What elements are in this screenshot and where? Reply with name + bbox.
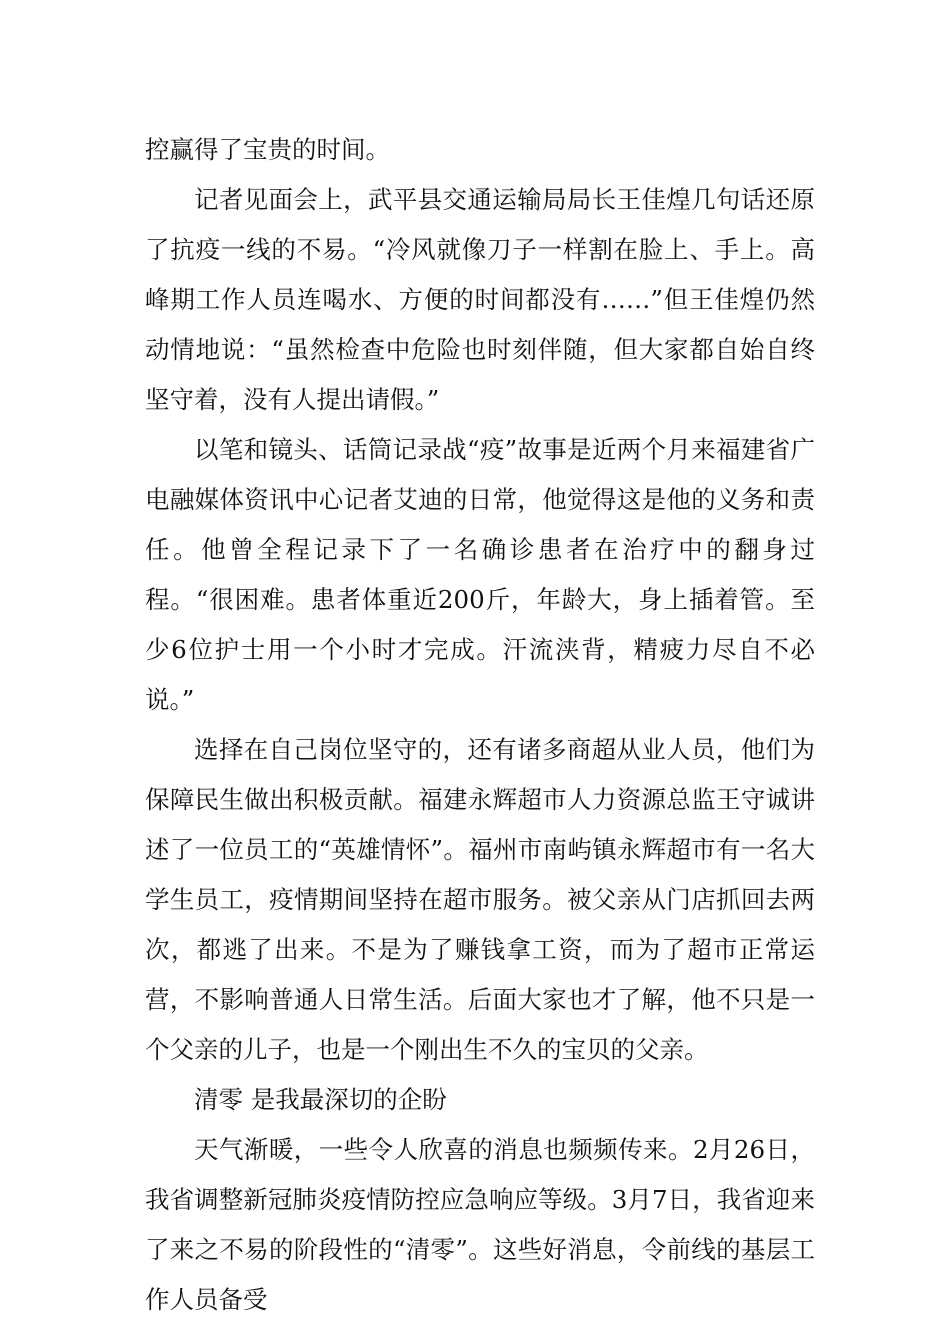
paragraph-supermarket-staff: 选择在自己岗位坚守的，还有诸多商超从业人员，他们为保障民生做出积极贡献。福建永辉超市人力资源总监王守诚讲述了一位员工的“英雄情怀”。福州市南屿镇永辉超市有一名大学生员工，疫情期间坚持在超市服务。被父亲从门店抓回去两次，都逃了出来。不是为了赚钱拿工资，而为了超市正常运营，不影响普通人日常生活。后面大家也才了解，他不只是一个父亲的儿子，也是一个刚出生不久的宝贝的父亲。: [145, 735, 815, 1064]
document-body: [145, 125, 815, 1325]
section-heading: 清零 是我最深切的企盼: [194, 1085, 447, 1114]
paragraph-clearing-news: 天气渐暖，一些令人欣喜的消息也频频传来。2月26日，我省调整新冠肺炎疫情防控应急响应等级。3月7日，我省迎来了来之不易的阶段性的“清零”。这些好消息，令前线的基层工作人员备受: [145, 1135, 815, 1314]
paragraph-continuation: 控赢得了宝贵的时间。: [145, 135, 390, 164]
paragraph-reporter-aidi: 以笔和镜头、话筒记录战“疫”故事是近两个月来福建省广电融媒体资讯中心记者艾迪的日常，他觉得这是他的义务和责任。他曾全程记录下了一名确诊患者在治疗中的翻身过程。“很困难。患者体重近200斤，年龄大，身上插着管。至少6位护士用一个小时才完成。汗流浃背，精疲力尽自不必说。”: [145, 435, 815, 714]
paragraph-wuping-transport: 记者见面会上，武平县交通运输局局长王佳煌几句话还原了抗疫一线的不易。“冷风就像刀子一样割在脸上、手上。高峰期工作人员连喝水、方便的时间都没有……”但王佳煌仍然动情地说：“虽然检查中危险也时刻伴随，但大家都自始自终坚守着，没有人提出请假。”: [145, 185, 815, 414]
